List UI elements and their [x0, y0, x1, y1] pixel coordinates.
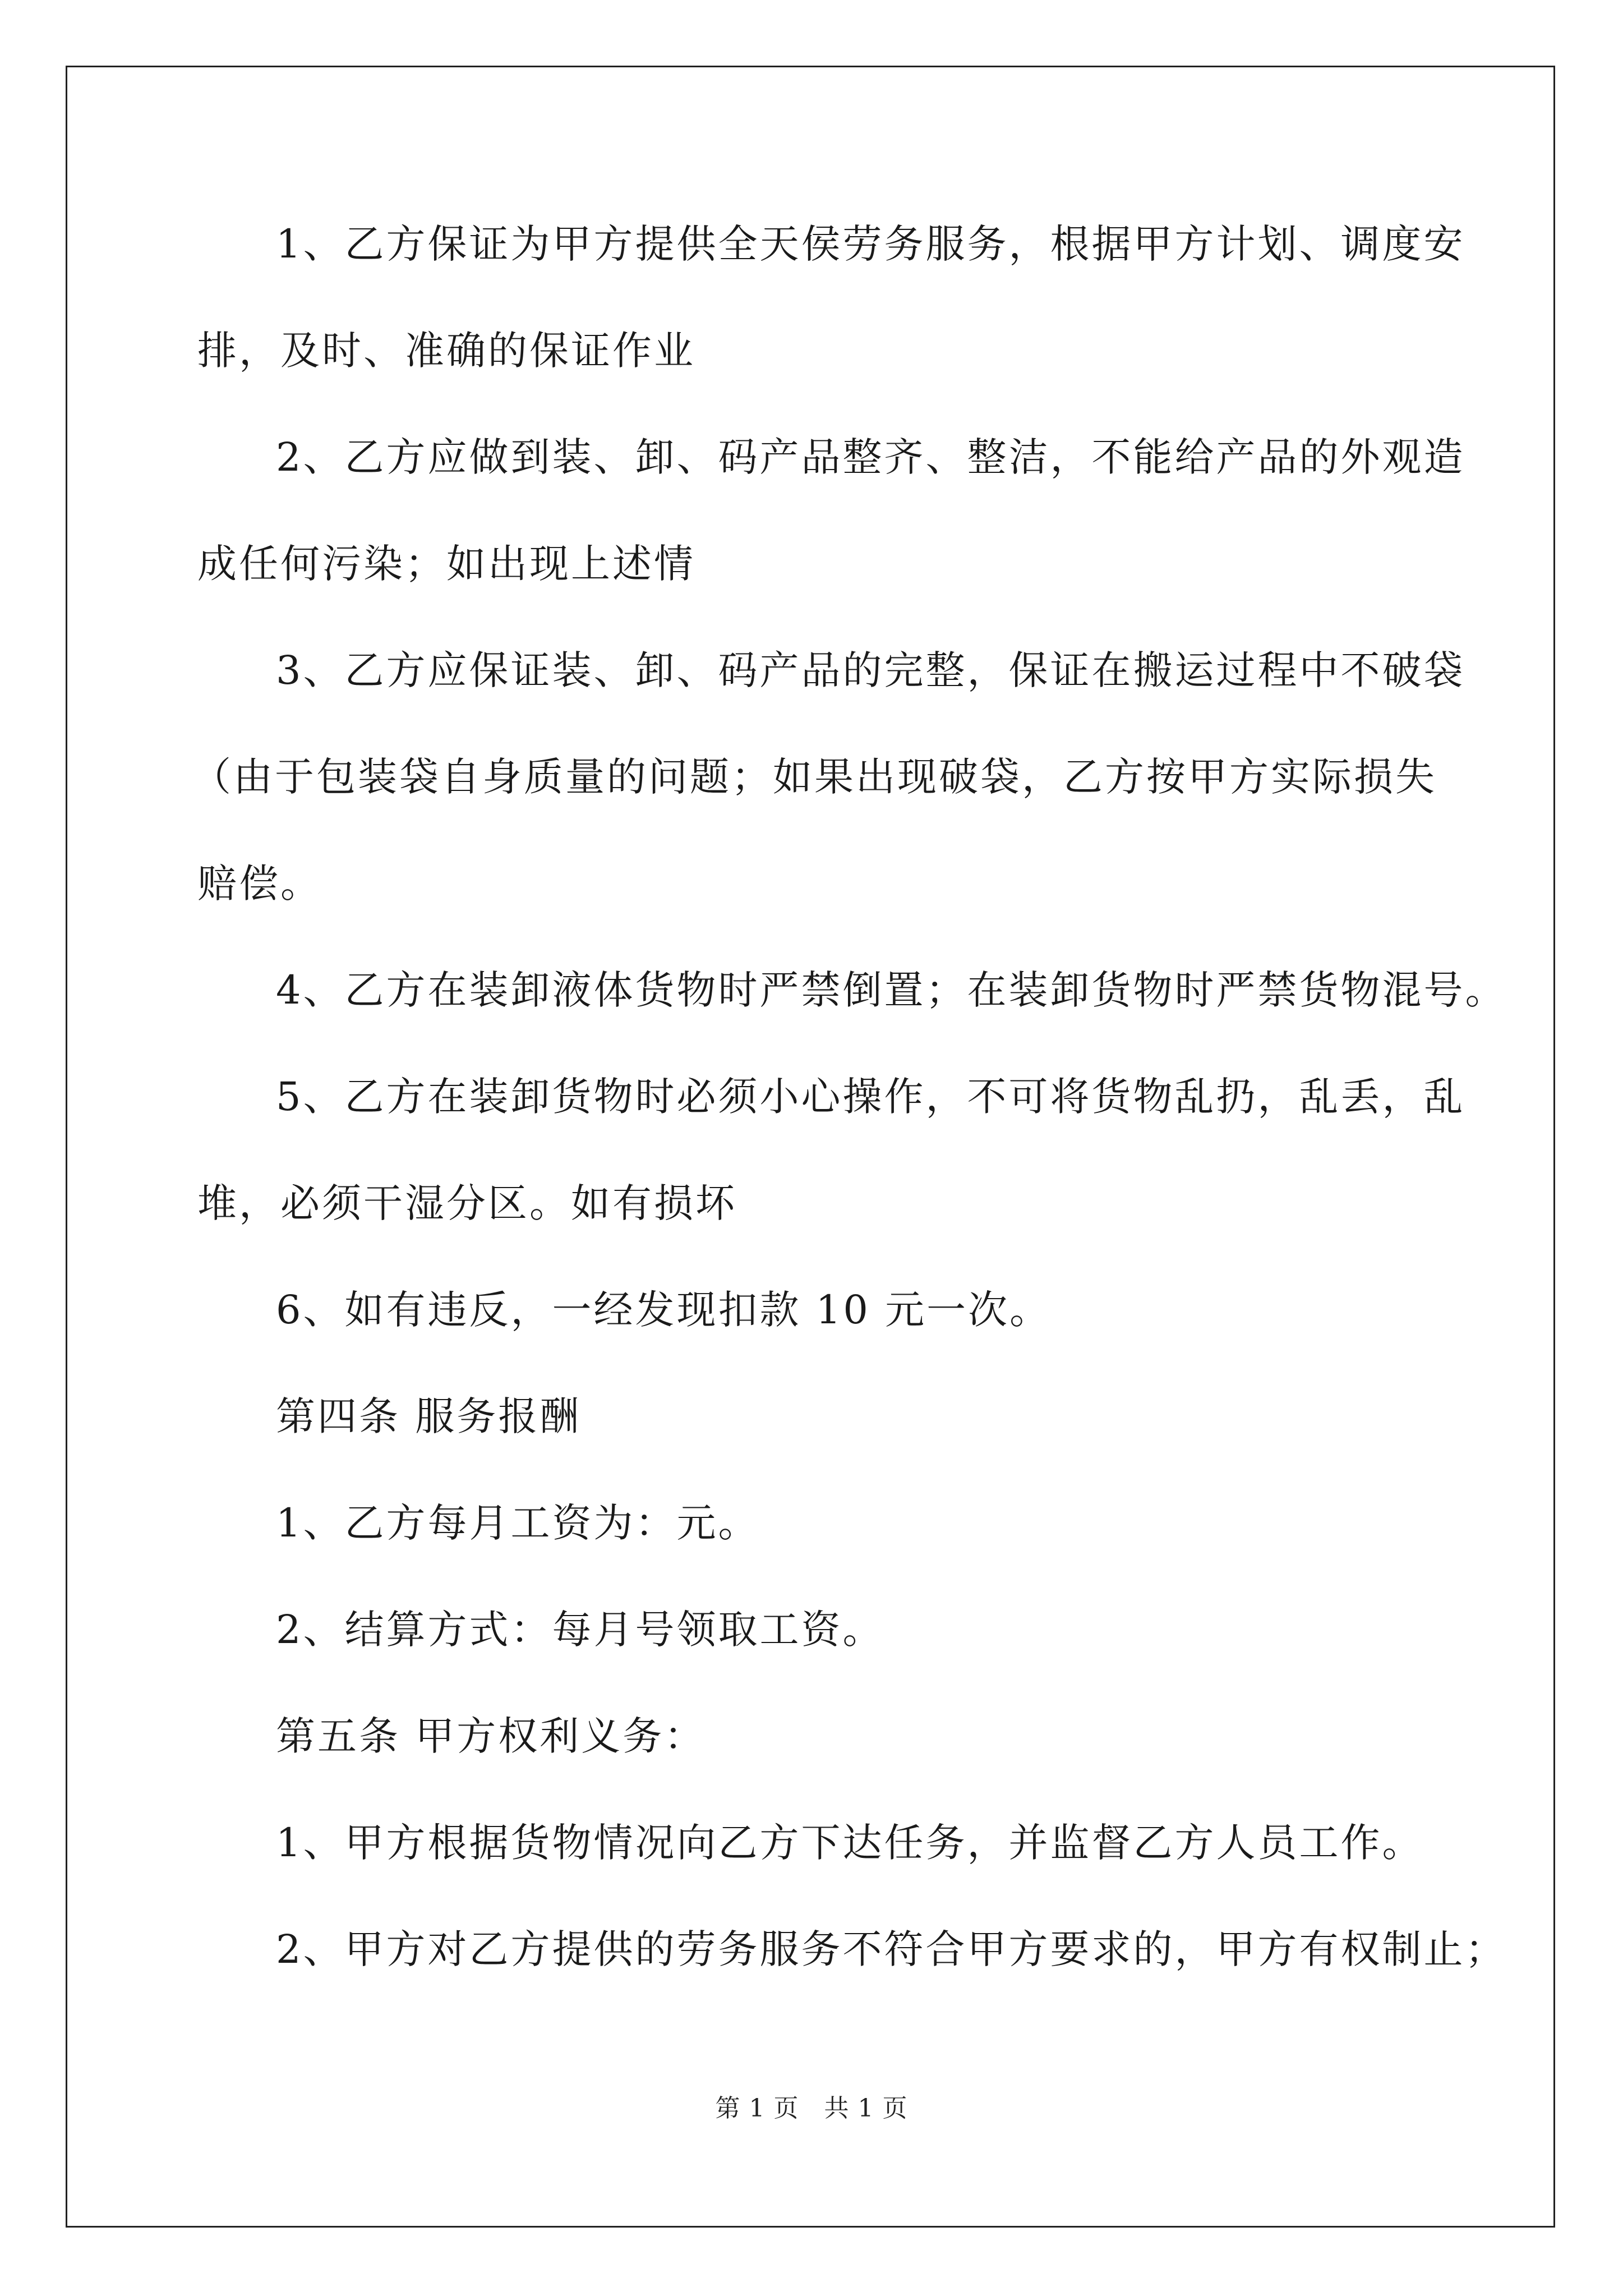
- article-4-item-2: 2、结算方式：每月号领取工资。: [276, 1607, 884, 1653]
- paragraph-3-line-3: 赔偿。: [197, 861, 322, 907]
- article-4-item-1: 1、乙方每月工资为：元。: [276, 1500, 760, 1546]
- article-4-heading: 第四条 服务报酬: [276, 1393, 582, 1439]
- paragraph-2-line-2: 成任何污染；如出现上述情: [197, 541, 695, 587]
- article-5-item-1: 1、甲方根据货物情况向乙方下达任务，并监督乙方人员工作。: [276, 1820, 1424, 1866]
- paragraph-4-line-1: 4、乙方在装卸液体货物时严禁倒置；在装卸货物时严禁货物混号。: [276, 967, 1507, 1013]
- paragraph-5-line-1: 5、乙方在装卸货物时必须小心操作，不可将货物乱扔，乱丢，乱: [276, 1074, 1465, 1120]
- page-number-footer: 第 1 页 共 1 页: [715, 2094, 908, 2123]
- paragraph-1-line-2: 排，及时、准确的保证作业: [197, 328, 695, 374]
- paragraph-2-line-1: 2、乙方应做到装、卸、码产品整齐、整洁，不能给产品的外观造: [276, 434, 1465, 480]
- paragraph-3-line-2: （由于包装袋自身质量的问题；如果出现破袋，乙方按甲方实际损失: [192, 754, 1437, 800]
- article-5-heading: 第五条 甲方权利义务：: [276, 1713, 706, 1759]
- paragraph-1-line-1: 1、乙方保证为甲方提供全天侯劳务服务，根据甲方计划、调度安: [276, 221, 1465, 267]
- page-border: [66, 66, 1555, 2228]
- paragraph-3-line-1: 3、乙方应保证装、卸、码产品的完整，保证在搬运过程中不破袋: [276, 647, 1465, 693]
- paragraph-6-line-1: 6、如有违反，一经发现扣款 10 元一次。: [276, 1287, 1052, 1333]
- article-5-item-2: 2、甲方对乙方提供的劳务服务不符合甲方要求的，甲方有权制止；: [276, 1926, 1507, 1972]
- paragraph-5-line-2: 堆，必须干湿分区。如有损坏: [197, 1180, 737, 1226]
